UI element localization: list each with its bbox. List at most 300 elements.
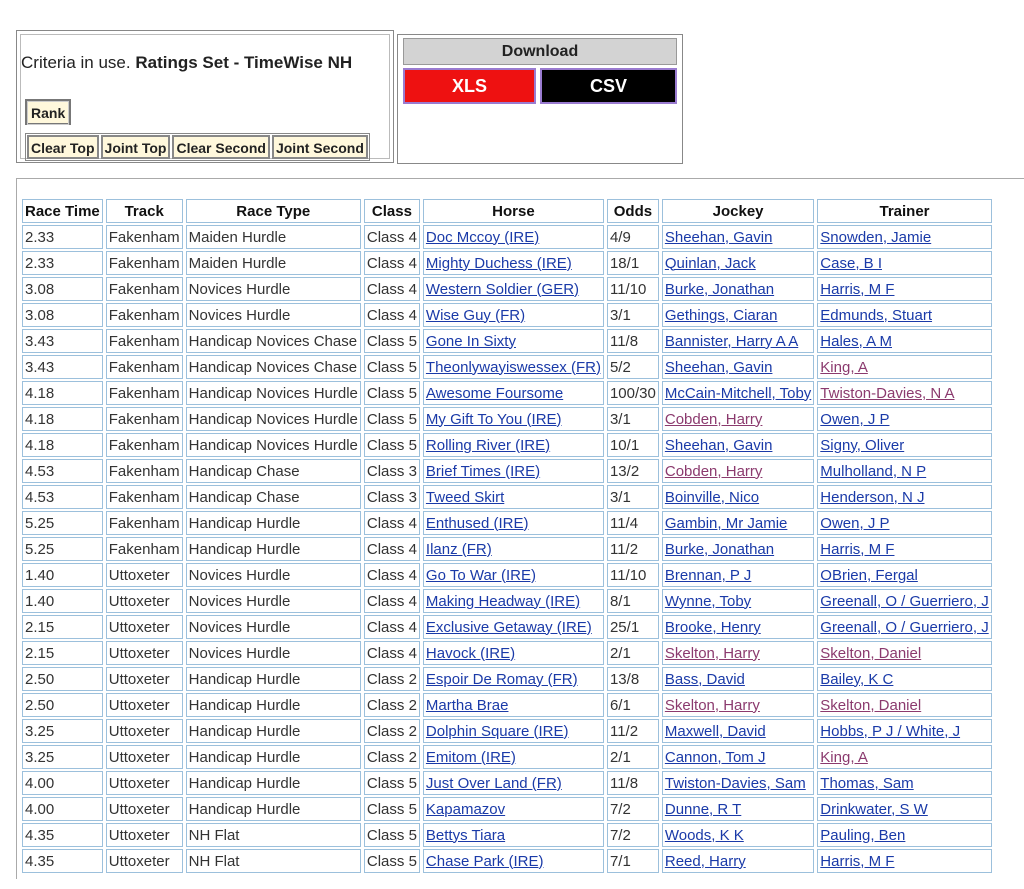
cell-race-time: 5.25: [22, 537, 103, 561]
cell-race-type: Handicap Hurdle: [186, 537, 361, 561]
cell-track: Fakenham: [106, 511, 183, 535]
horse-link[interactable]: Enthused (IRE): [425, 514, 529, 532]
jockey-link[interactable]: Woods, K K: [664, 826, 744, 844]
horse-link[interactable]: Go To War (IRE): [425, 566, 536, 584]
cell-race-time: 4.35: [22, 823, 103, 847]
cell-odds: 10/1: [607, 433, 659, 457]
table-row: [22, 693, 992, 717]
cell-class: Class 4: [364, 563, 420, 587]
cell-track: Fakenham: [106, 225, 183, 249]
table-row: [22, 433, 992, 457]
cell-race-time: 1.40: [22, 563, 103, 587]
cell-trainer: [817, 485, 991, 509]
cell-track: Fakenham: [106, 329, 183, 353]
column-header-race-type: Race Type: [186, 199, 361, 223]
trainer-link[interactable]: Snowden, Jamie: [820, 228, 932, 246]
cell-horse: [423, 381, 604, 405]
clear-top-button[interactable]: Clear Top: [27, 135, 99, 159]
table-row: [22, 563, 992, 587]
table-row: [22, 355, 992, 379]
cell-trainer: [817, 797, 991, 821]
jockey-link[interactable]: Cobden, Harry: [664, 410, 763, 428]
table-row: [22, 797, 992, 821]
cell-trainer: [817, 823, 991, 847]
cell-odds: 11/2: [607, 537, 659, 561]
table-row: [22, 381, 992, 405]
cell-race-type: Novices Hurdle: [186, 303, 361, 327]
cell-odds: 11/8: [607, 771, 659, 795]
cell-horse: [423, 771, 604, 795]
cell-odds: 3/1: [607, 485, 659, 509]
table-row: [22, 485, 992, 509]
jockey-link[interactable]: Sheehan, Gavin: [664, 358, 773, 376]
cell-trainer: [817, 251, 991, 275]
table-row: [22, 511, 992, 535]
cell-trainer: [817, 719, 991, 743]
cell-odds: 13/8: [607, 667, 659, 691]
cell-jockey: [662, 433, 814, 457]
cell-horse: [423, 277, 604, 301]
cell-race-type: Handicap Novices Chase: [186, 329, 361, 353]
cell-race-time: 1.40: [22, 589, 103, 613]
cell-horse: [423, 303, 604, 327]
jockey-link[interactable]: Reed, Harry: [664, 852, 746, 870]
jockey-link[interactable]: Bass, David: [664, 670, 745, 688]
horse-link[interactable]: Kapamazov: [425, 800, 506, 818]
column-header-class: Class: [364, 199, 420, 223]
trainer-link[interactable]: Hales, A M: [820, 332, 892, 350]
cell-track: Uttoxeter: [106, 823, 183, 847]
cell-race-type: Handicap Hurdle: [186, 511, 361, 535]
cell-horse: [423, 407, 604, 431]
cell-trainer: [817, 667, 991, 691]
cell-horse: [423, 433, 604, 457]
horse-link[interactable]: Gone In Sixty: [425, 332, 516, 350]
trainer-link[interactable]: Owen, J P: [820, 514, 890, 532]
cell-track: Fakenham: [106, 407, 183, 431]
horse-link[interactable]: My Gift To You (IRE): [425, 410, 562, 428]
cell-horse: [423, 459, 604, 483]
horse-link[interactable]: Emitom (IRE): [425, 748, 516, 766]
cell-odds: 8/1: [607, 589, 659, 613]
table-row: [22, 303, 992, 327]
cell-class: Class 4: [364, 511, 420, 535]
cell-race-type: Handicap Novices Chase: [186, 355, 361, 379]
trainer-link[interactable]: Drinkwater, S W: [820, 800, 928, 818]
horse-link[interactable]: Espoir De Romay (FR): [425, 670, 578, 688]
cell-odds: 11/8: [607, 329, 659, 353]
cell-race-type: Handicap Hurdle: [186, 667, 361, 691]
table-row: [22, 615, 992, 639]
trainer-link[interactable]: Bailey, K C: [820, 670, 894, 688]
horse-link[interactable]: Dolphin Square (IRE): [425, 722, 569, 740]
cell-race-type: Novices Hurdle: [186, 615, 361, 639]
cell-race-time: 2.50: [22, 693, 103, 717]
horse-link[interactable]: Theonlywayiswessex (FR): [425, 358, 601, 376]
table-body: [22, 225, 992, 873]
table-row: [22, 667, 992, 691]
cell-race-type: Novices Hurdle: [186, 277, 361, 301]
cell-race-type: Novices Hurdle: [186, 563, 361, 587]
horse-link[interactable]: Brief Times (IRE): [425, 462, 541, 480]
cell-race-type: Handicap Novices Hurdle: [186, 433, 361, 457]
cell-jockey: [662, 355, 814, 379]
cell-track: Uttoxeter: [106, 693, 183, 717]
cell-track: Uttoxeter: [106, 589, 183, 613]
table-row: [22, 407, 992, 431]
cell-jockey: [662, 381, 814, 405]
trainer-link[interactable]: Harris, M F: [820, 540, 895, 558]
cell-jockey: [662, 589, 814, 613]
cell-race-type: NH Flat: [186, 849, 361, 873]
jockey-link[interactable]: Dunne, R T: [664, 800, 742, 818]
cell-class: Class 2: [364, 745, 420, 769]
column-header-track: Track: [106, 199, 183, 223]
cell-class: Class 5: [364, 355, 420, 379]
cell-horse: [423, 355, 604, 379]
cell-trainer: [817, 381, 991, 405]
cell-class: Class 4: [364, 251, 420, 275]
column-header-horse: Horse: [423, 199, 604, 223]
cell-race-type: Handicap Novices Hurdle: [186, 407, 361, 431]
cell-trainer: [817, 693, 991, 717]
cell-track: Uttoxeter: [106, 719, 183, 743]
trainer-link[interactable]: OBrien, Fergal: [820, 566, 918, 584]
trainer-link[interactable]: Skelton, Daniel: [820, 696, 922, 714]
cell-track: Fakenham: [106, 277, 183, 301]
jockey-link[interactable]: Boinville, Nico: [664, 488, 760, 506]
cell-race-type: Novices Hurdle: [186, 589, 361, 613]
cell-class: Class 5: [364, 849, 420, 873]
cell-jockey: [662, 771, 814, 795]
cell-odds: 2/1: [607, 641, 659, 665]
cell-horse: [423, 615, 604, 639]
cell-trainer: [817, 849, 991, 873]
cell-trainer: [817, 641, 991, 665]
cell-class: Class 4: [364, 641, 420, 665]
cell-track: Fakenham: [106, 433, 183, 457]
cell-horse: [423, 667, 604, 691]
cell-jockey: [662, 459, 814, 483]
trainer-link[interactable]: Thomas, Sam: [820, 774, 914, 792]
cell-class: Class 4: [364, 589, 420, 613]
table-row: [22, 459, 992, 483]
cell-race-time: 2.15: [22, 615, 103, 639]
cell-horse: [423, 797, 604, 821]
cell-horse: [423, 589, 604, 613]
cell-horse: [423, 485, 604, 509]
cell-track: Uttoxeter: [106, 667, 183, 691]
cell-jockey: [662, 615, 814, 639]
jockey-link[interactable]: Wynne, Toby: [664, 592, 752, 610]
results-container: [16, 178, 1024, 879]
cell-trainer: [817, 615, 991, 639]
horse-link[interactable]: Western Soldier (GER): [425, 280, 580, 298]
download-xls-button[interactable]: XLS: [403, 68, 536, 104]
jockey-link[interactable]: Twiston-Davies, Sam: [664, 774, 806, 792]
jockey-link[interactable]: Cobden, Harry: [664, 462, 763, 480]
horse-link[interactable]: Bettys Tiara: [425, 826, 506, 844]
cell-odds: 5/2: [607, 355, 659, 379]
cell-odds: 7/2: [607, 823, 659, 847]
horse-link[interactable]: Chase Park (IRE): [425, 852, 544, 870]
trainer-link[interactable]: King, A: [820, 748, 868, 766]
trainer-link[interactable]: Owen, J P: [820, 410, 890, 428]
joint-second-button[interactable]: Joint Second: [272, 135, 368, 159]
table-row: [22, 849, 992, 873]
cell-class: Class 5: [364, 797, 420, 821]
cell-class: Class 4: [364, 615, 420, 639]
cell-track: Uttoxeter: [106, 745, 183, 769]
trainer-link[interactable]: Mulholland, N P: [820, 462, 927, 480]
cell-jockey: [662, 719, 814, 743]
horse-link[interactable]: Exclusive Getaway (IRE): [425, 618, 592, 636]
table-row: [22, 823, 992, 847]
trainer-link[interactable]: King, A: [820, 358, 868, 376]
jockey-link[interactable]: Cannon, Tom J: [664, 748, 766, 766]
horse-link[interactable]: Awesome Foursome: [425, 384, 564, 402]
trainer-link[interactable]: Pauling, Ben: [820, 826, 906, 844]
table-header-row: [22, 199, 992, 223]
cell-trainer: [817, 407, 991, 431]
cell-trainer: [817, 745, 991, 769]
jockey-link[interactable]: McCain-Mitchell, Toby: [664, 384, 812, 402]
cell-track: Fakenham: [106, 485, 183, 509]
cell-class: Class 3: [364, 459, 420, 483]
jockey-link[interactable]: Quinlan, Jack: [664, 254, 756, 272]
cell-jockey: [662, 641, 814, 665]
cell-class: Class 2: [364, 667, 420, 691]
jockey-link[interactable]: Burke, Jonathan: [664, 280, 775, 298]
jockey-link[interactable]: Gethings, Ciaran: [664, 306, 778, 324]
cell-race-time: 3.43: [22, 355, 103, 379]
table-row: [22, 641, 992, 665]
table-row: [22, 329, 992, 353]
cell-race-time: 2.15: [22, 641, 103, 665]
cell-jockey: [662, 303, 814, 327]
cell-class: Class 5: [364, 771, 420, 795]
horse-link[interactable]: Rolling River (IRE): [425, 436, 551, 454]
cell-odds: 11/2: [607, 719, 659, 743]
jockey-link[interactable]: Skelton, Harry: [664, 644, 760, 662]
cell-horse: [423, 329, 604, 353]
cell-jockey: [662, 485, 814, 509]
horse-link[interactable]: Mighty Duchess (IRE): [425, 254, 572, 272]
cell-race-time: 5.25: [22, 511, 103, 535]
cell-race-time: 4.18: [22, 381, 103, 405]
cell-odds: 25/1: [607, 615, 659, 639]
download-csv-button[interactable]: CSV: [540, 68, 677, 104]
clear-second-button[interactable]: Clear Second: [172, 135, 269, 159]
cell-race-type: NH Flat: [186, 823, 361, 847]
cell-race-time: 2.50: [22, 667, 103, 691]
horse-link[interactable]: Ilanz (FR): [425, 540, 492, 558]
cell-jockey: [662, 667, 814, 691]
cell-trainer: [817, 303, 991, 327]
cell-horse: [423, 511, 604, 535]
horse-link[interactable]: Tweed Skirt: [425, 488, 505, 506]
cell-class: Class 5: [364, 329, 420, 353]
cell-horse: [423, 563, 604, 587]
cell-jockey: [662, 251, 814, 275]
cell-odds: 100/30: [607, 381, 659, 405]
cell-jockey: [662, 693, 814, 717]
cell-jockey: [662, 537, 814, 561]
jockey-link[interactable]: Skelton, Harry: [664, 696, 760, 714]
cell-track: Fakenham: [106, 537, 183, 561]
cell-odds: 2/1: [607, 745, 659, 769]
rank-button[interactable]: [25, 99, 71, 125]
cell-race-type: Handicap Hurdle: [186, 771, 361, 795]
jockey-link[interactable]: Brooke, Henry: [664, 618, 761, 636]
cell-track: Uttoxeter: [106, 615, 183, 639]
cell-race-time: 4.18: [22, 433, 103, 457]
cell-race-time: 2.33: [22, 251, 103, 275]
cell-race-time: 3.08: [22, 303, 103, 327]
cell-trainer: [817, 589, 991, 613]
cell-odds: 4/9: [607, 225, 659, 249]
cell-race-time: 3.25: [22, 719, 103, 743]
results-table: [19, 197, 995, 875]
jockey-link[interactable]: Bannister, Harry A A: [664, 332, 799, 350]
jockey-link[interactable]: Burke, Jonathan: [664, 540, 775, 558]
cell-odds: 11/4: [607, 511, 659, 535]
cell-trainer: [817, 277, 991, 301]
cell-track: Fakenham: [106, 381, 183, 405]
cell-race-type: Handicap Hurdle: [186, 693, 361, 717]
table-row: [22, 251, 992, 275]
horse-link[interactable]: Doc Mccoy (IRE): [425, 228, 540, 246]
ratings-set-label: Ratings Set - TimeWise NH: [135, 53, 353, 72]
rank-button-label: Rank: [27, 101, 69, 125]
trainer-link[interactable]: Edmunds, Stuart: [820, 306, 933, 324]
cell-race-type: Handicap Novices Hurdle: [186, 381, 361, 405]
cell-odds: 11/10: [607, 277, 659, 301]
cell-horse: [423, 849, 604, 873]
cell-class: Class 4: [364, 537, 420, 561]
download-title: Download: [403, 38, 677, 65]
cell-class: Class 4: [364, 303, 420, 327]
cell-track: Uttoxeter: [106, 641, 183, 665]
download-panel: [397, 34, 683, 164]
jockey-link[interactable]: Brennan, P J: [664, 566, 752, 584]
cell-race-time: 3.08: [22, 277, 103, 301]
column-header-trainer: Trainer: [817, 199, 991, 223]
cell-race-type: Handicap Chase: [186, 485, 361, 509]
cell-horse: [423, 537, 604, 561]
cell-class: Class 5: [364, 823, 420, 847]
cell-class: Class 4: [364, 225, 420, 249]
column-header-odds: Odds: [607, 199, 659, 223]
cell-track: Fakenham: [106, 303, 183, 327]
joint-top-button[interactable]: Joint Top: [101, 135, 171, 159]
cell-race-type: Maiden Hurdle: [186, 225, 361, 249]
cell-trainer: [817, 563, 991, 587]
cell-horse: [423, 719, 604, 743]
cell-race-type: Maiden Hurdle: [186, 251, 361, 275]
cell-odds: 7/2: [607, 797, 659, 821]
cell-race-type: Handicap Hurdle: [186, 745, 361, 769]
cell-horse: [423, 225, 604, 249]
trainer-link[interactable]: Signy, Oliver: [820, 436, 905, 454]
rank-options: [25, 133, 370, 161]
cell-odds: 13/2: [607, 459, 659, 483]
cell-odds: 6/1: [607, 693, 659, 717]
trainer-link[interactable]: Greenall, O / Guerriero, J: [820, 592, 989, 610]
trainer-link[interactable]: Twiston-Davies, N A: [820, 384, 955, 402]
cell-trainer: [817, 459, 991, 483]
cell-trainer: [817, 771, 991, 795]
cell-trainer: [817, 537, 991, 561]
cell-track: Uttoxeter: [106, 849, 183, 873]
cell-race-time: 3.43: [22, 329, 103, 353]
cell-horse: [423, 693, 604, 717]
horse-link[interactable]: Wise Guy (FR): [425, 306, 526, 324]
trainer-link[interactable]: Henderson, N J: [820, 488, 925, 506]
trainer-link[interactable]: Hobbs, P J / White, J: [820, 722, 961, 740]
cell-track: Fakenham: [106, 251, 183, 275]
cell-trainer: [817, 433, 991, 457]
jockey-link[interactable]: Gambin, Mr Jamie: [664, 514, 788, 532]
cell-race-time: 4.53: [22, 485, 103, 509]
jockey-link[interactable]: Maxwell, David: [664, 722, 766, 740]
cell-track: Fakenham: [106, 459, 183, 483]
cell-jockey: [662, 329, 814, 353]
cell-race-type: Handicap Hurdle: [186, 719, 361, 743]
horse-link[interactable]: Just Over Land (FR): [425, 774, 562, 792]
cell-race-type: Handicap Chase: [186, 459, 361, 483]
horse-link[interactable]: Making Headway (IRE): [425, 592, 581, 610]
jockey-link[interactable]: Sheehan, Gavin: [664, 228, 773, 246]
horse-link[interactable]: Havock (IRE): [425, 644, 516, 662]
cell-race-time: 4.53: [22, 459, 103, 483]
cell-jockey: [662, 745, 814, 769]
trainer-link[interactable]: Case, B I: [820, 254, 882, 272]
trainer-link[interactable]: Harris, M F: [820, 280, 895, 298]
cell-race-time: 4.00: [22, 771, 103, 795]
criteria-prefix: Criteria in use.: [21, 53, 131, 72]
cell-track: Uttoxeter: [106, 797, 183, 821]
cell-trainer: [817, 225, 991, 249]
cell-track: Uttoxeter: [106, 563, 183, 587]
trainer-link[interactable]: Harris, M F: [820, 852, 895, 870]
table-row: [22, 537, 992, 561]
table-row: [22, 277, 992, 301]
cell-horse: [423, 251, 604, 275]
cell-track: Uttoxeter: [106, 771, 183, 795]
cell-jockey: [662, 849, 814, 873]
table-row: [22, 719, 992, 743]
trainer-link[interactable]: Greenall, O / Guerriero, J: [820, 618, 989, 636]
cell-trainer: [817, 329, 991, 353]
trainer-link[interactable]: Skelton, Daniel: [820, 644, 922, 662]
jockey-link[interactable]: Sheehan, Gavin: [664, 436, 773, 454]
cell-class: Class 4: [364, 277, 420, 301]
cell-jockey: [662, 407, 814, 431]
cell-race-time: 3.25: [22, 745, 103, 769]
cell-jockey: [662, 225, 814, 249]
criteria-text: [21, 53, 352, 73]
horse-link[interactable]: Martha Brae: [425, 696, 509, 714]
cell-jockey: [662, 511, 814, 535]
cell-odds: 3/1: [607, 407, 659, 431]
cell-race-time: 4.18: [22, 407, 103, 431]
column-header-jockey: Jockey: [662, 199, 814, 223]
cell-class: Class 3: [364, 485, 420, 509]
criteria-panel: [16, 30, 394, 163]
cell-odds: 3/1: [607, 303, 659, 327]
cell-race-time: 4.00: [22, 797, 103, 821]
